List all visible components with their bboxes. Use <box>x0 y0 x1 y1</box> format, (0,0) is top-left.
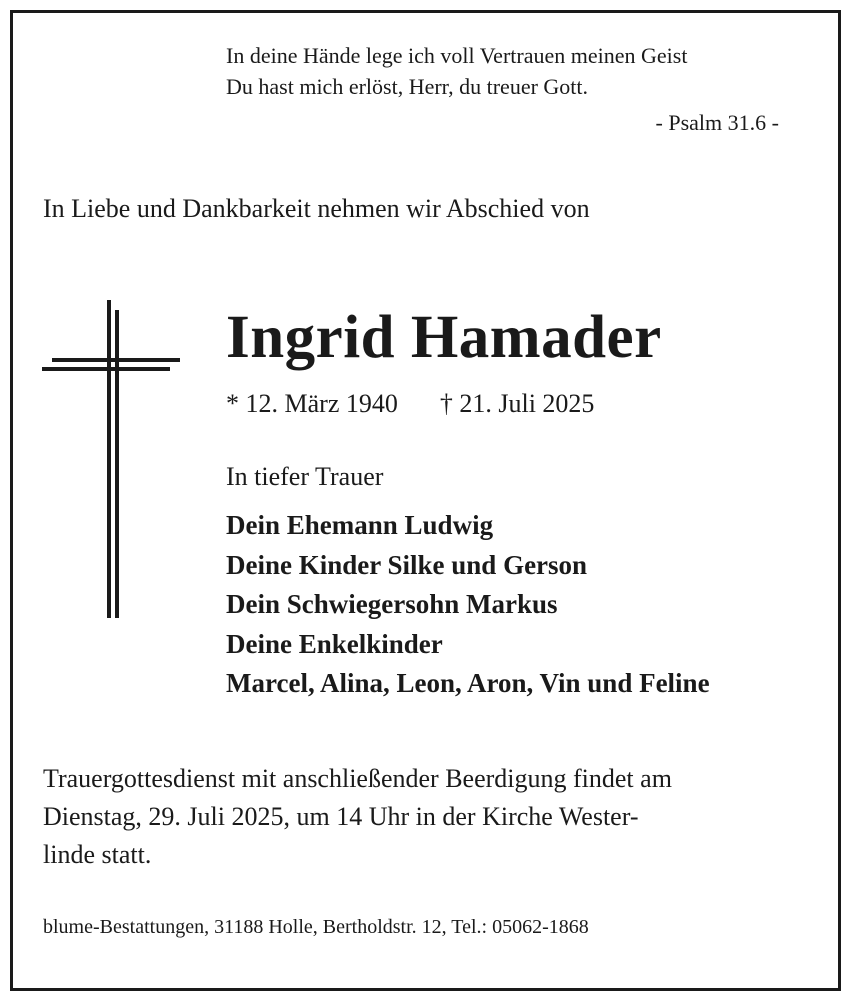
mourner-line: Deine Enkelkinder <box>226 628 443 659</box>
psalm-reference: - Psalm 31.6 - <box>655 110 779 135</box>
deceased-name: Ingrid Hamader <box>226 304 662 371</box>
service-announcement <box>43 760 813 874</box>
mourner-line: Dein Ehemann Ludwig <box>226 510 494 540</box>
death-date: † 21. Juli 2025 <box>439 389 595 418</box>
psalm-line-2: Du hast mich erlöst, Herr, du treuer Gott. <box>226 74 589 99</box>
mourner-line: Deine Kinder Silke und Gerson <box>226 549 588 580</box>
psalm-line-1: In deine Hände lege ich voll Vertrauen meinen Geist <box>226 43 688 68</box>
service-line-2: Dienstag, 29. Juli 2025, um 14 Uhr in der Kirche Wester- <box>43 802 639 831</box>
mourner-line: Dein Schwiegersohn Markus <box>226 589 558 619</box>
intro-text: In Liebe und Dankbarkeit nehmen wir Abschied von <box>43 194 590 223</box>
life-dates <box>226 389 594 419</box>
birth-date: * 12. März 1940 <box>226 389 398 418</box>
service-line-1: Trauergottesdienst mit anschließender Beerdigung findet am <box>43 764 672 793</box>
service-line-3: linde statt. <box>43 840 152 869</box>
psalm-quote <box>226 40 687 102</box>
mourner-line: Marcel, Alina, Leon, Aron, Vin und Feline <box>226 668 710 698</box>
funeral-home-info: blume-Bestattungen, 31188 Holle, Bertholdstr. 12, Tel.: 05062-1868 <box>43 916 589 938</box>
cross-icon <box>40 300 182 620</box>
mourners-list <box>226 506 710 704</box>
mourning-text: In tiefer Trauer <box>226 462 384 491</box>
